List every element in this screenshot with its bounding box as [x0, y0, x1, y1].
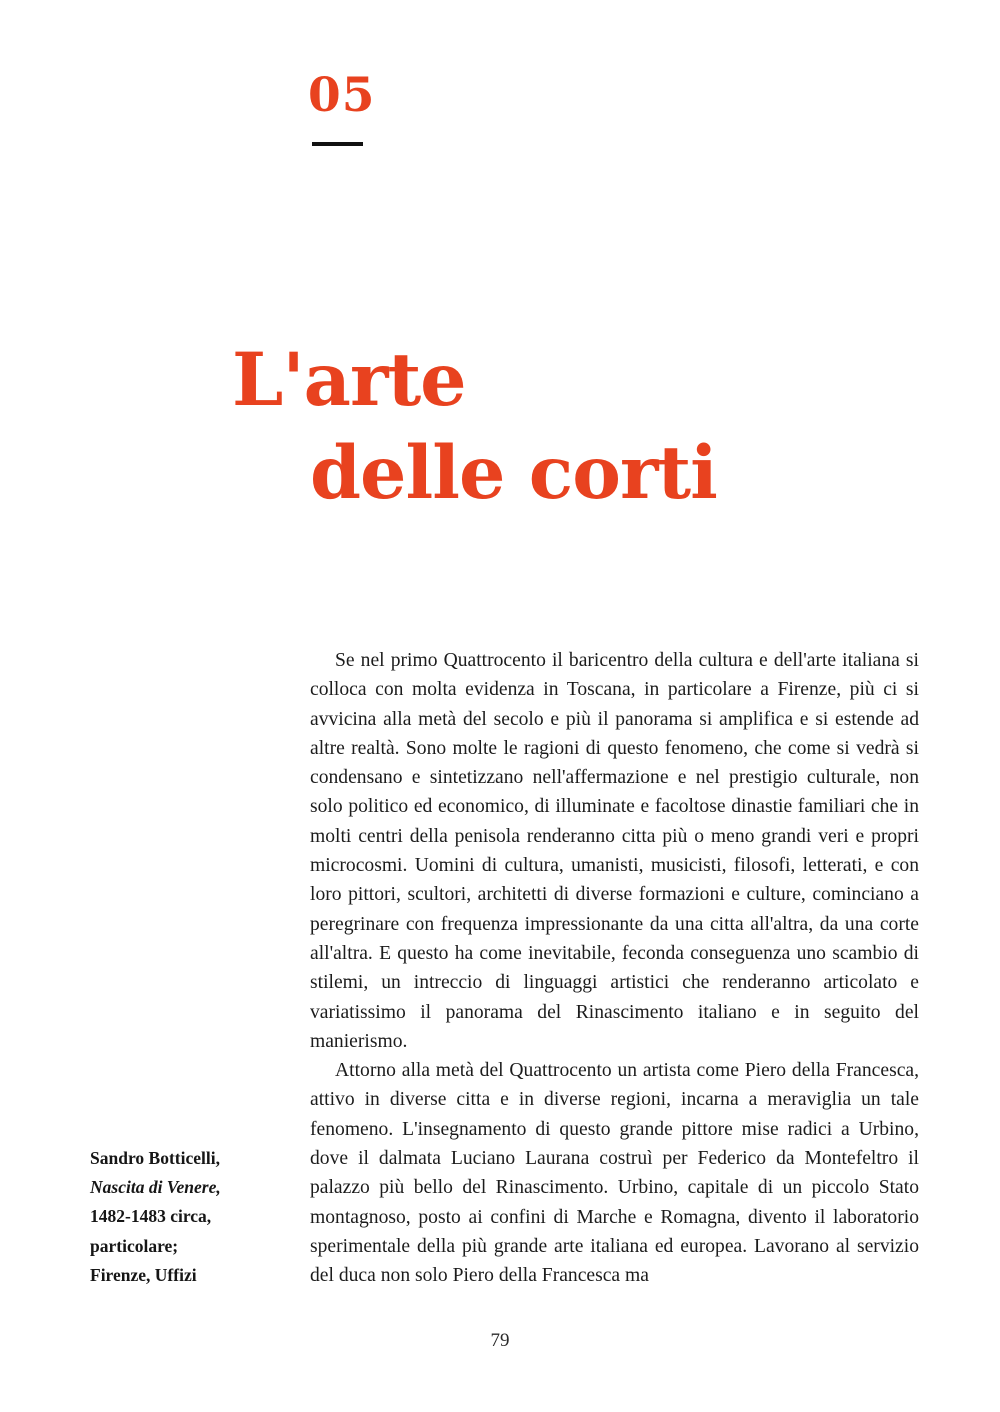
page-number: 79 [490, 1330, 510, 1351]
image-caption [90, 1144, 290, 1290]
caption-line-artist: Sandro Botticelli, [90, 1148, 220, 1168]
chapter-number: 05 [308, 68, 376, 123]
paragraph-2: Attorno alla metà del Quattrocento un artista come Piero della Francesca, attivo in diverse citta e in diverse regioni, incarna a meraviglia un tale fenomeno. L'insegnamento di questo grande pittore mise radici a Urbino, dove il dalmata Luciano Laurana costruì per Federico da Montefeltro il palazzo più bello del Rinascimento. Urbino, capitale di un piccolo Stato montagnoso, posto ai confini di Marche e Romagna, divento il laboratorio sperimentale della più grande arte italiana ed europea. Lavorano al servizio del duca non solo Piero della Francesca ma [310, 1060, 919, 1287]
title-line-2: delle corti [310, 430, 717, 516]
chapter-underline [312, 142, 363, 146]
caption-line-date: 1482-1483 circa, [90, 1206, 212, 1227]
paragraph-1: Se nel primo Quattrocento il baricentro della cultura e dell'arte italiana si colloca con molta evidenza in Toscana, in particolare a Firenze, più ci si avvicina alla metà del secolo e più il panorama si amplifica e si estende ad altre realtà. Sono molte le ragioni di questo fenomeno, che come si vedrà si condensano e sintetizzano nell'affermazione e nel prestigio culturale, non solo politico ed economico, di illuminate e facoltose dinastie familiari che in molti centri della penisola renderanno citta più o meno grandi veri e propri microcosmi. Uomini di cultura, umanisti, musicisti, filosofi, letterati, e con loro pittori, scultori, architetti di diverse formazioni e culture, cominciano a peregrinare con frequenza impressionante da una citta all'altra, da una corte all'altra. E questo ha come inevitabile, feconda conseguenza uno scambio di stilemi, un intreccio di linguaggi artistici che renderanno articolato e variatissimo il panorama del Rinascimento italiano e in seguito del manierismo. [310, 650, 919, 1052]
caption-line-detail: particolare; [90, 1235, 179, 1256]
caption-line-location: Firenze, Uffizi [90, 1264, 197, 1285]
chapter-title [232, 334, 717, 520]
body-text [310, 646, 919, 1291]
title-line-1: L'arte [232, 337, 466, 423]
caption-line-artwork-title: Nascita di Venere, [90, 1177, 221, 1198]
